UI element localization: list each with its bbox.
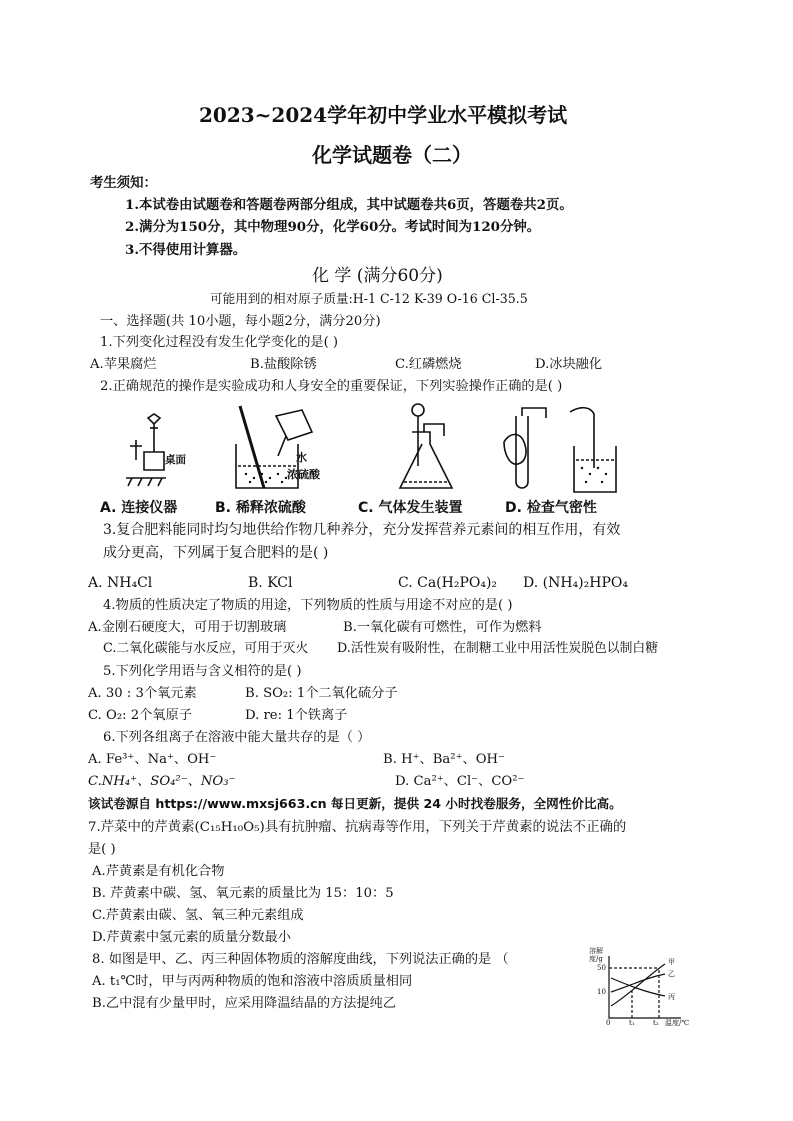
graph-xtick-t2: t₂ [653, 1019, 659, 1027]
apparatus-gas-generator-image [398, 402, 458, 498]
curve-label-bing: 丙 [668, 993, 675, 1001]
curve-label-jia: 甲 [668, 958, 675, 966]
q6-option-d: D. Ca²⁺、Cl⁻、CO²⁻ [395, 774, 525, 789]
source-notice: 该试卷源自 https://www.mxsj663.cn 每日更新，提供 24 小时找卷服务，全网性价比高。 [88, 796, 622, 811]
q3-stem-line1: 3.复合肥料能同时均匀地供给作物几种养分，充分发挥营养元素间的相互作用，有效 [103, 522, 621, 538]
label-desk: 桌面 [165, 454, 186, 466]
q2-option-d: D. 检查气密性 [505, 500, 597, 516]
q3-stem-line2: 成分更高，下列属于复合肥料的是( ) [103, 545, 329, 561]
chemistry-heading: 化 学 (满分60分) [312, 266, 443, 286]
page-title: 2023~2024学年初中学业水平模拟考试 [199, 103, 568, 127]
q7-option-a: A.芹黄素是有机化合物 [92, 864, 225, 879]
q6-stem: 6.下列各组离子在溶液中能大量共存的是（ ） [103, 730, 371, 745]
notice-item-1: 1.本试卷由试题卷和答题卷两部分组成，其中试题卷共6页，答题卷共2页。 [125, 197, 573, 213]
q3-option-a: A. NH₄Cl [88, 575, 153, 591]
q2-option-a: A. 连接仪器 [100, 500, 178, 516]
q4-option-b: B.一氧化碳有可燃性，可作为燃料 [343, 620, 542, 635]
q4-option-c: C.二氧化碳能与水反应，可用于灭火 [103, 641, 309, 656]
notice-heading: 考生须知： [90, 175, 157, 191]
page-subtitle: 化学试题卷（二） [312, 143, 472, 167]
q4-option-a: A.金刚石硬度大，可用于切割玻璃 [88, 620, 287, 635]
q2-option-b: B. 稀释浓硫酸 [215, 500, 306, 516]
apparatus-dilute-acid-image [230, 404, 330, 496]
q8-option-a: A. t₁℃时，甲与丙两种物质的饱和溶液中溶质质量相同 [92, 974, 413, 989]
graph-ytick-50: 50 [597, 964, 606, 972]
curve-label-yi: 乙 [668, 970, 675, 978]
solubility-graph [585, 948, 695, 1028]
q8-stem: 8. 如图是甲、乙、丙三种固体物质的溶解度曲线，下列说法正确的是 （ [92, 952, 509, 967]
notice-item-2: 2.满分为150分，其中物理90分，化学60分。考试时间为120分钟。 [125, 219, 541, 235]
q1-option-b: B.盐酸除锈 [250, 357, 317, 372]
q6-option-a: A. Fe³⁺、Na⁺、OH⁻ [88, 752, 217, 767]
graph-xtick-t1: t₁ [629, 1019, 635, 1027]
q3-option-b: B. KCl [248, 575, 293, 591]
graph-ylabel: 溶解度/g [589, 947, 603, 963]
q1-stem: 1.下列变化过程没有发生化学变化的是( ) [100, 335, 339, 350]
q6-option-c: C.NH₄⁺、SO₄²⁻、NO₃⁻ [88, 774, 236, 789]
q7-option-d: D.芹黄素中氢元素的质量分数最小 [92, 930, 291, 945]
q2-stem: 2.正确规范的操作是实验成功和人身安全的重要保证，下列实验操作正确的是( ) [100, 379, 563, 394]
q1-option-a: A.苹果腐烂 [90, 357, 157, 372]
q2-option-c: C. 气体发生装置 [358, 500, 463, 516]
q1-option-d: D.冰块融化 [535, 357, 603, 372]
q5-option-a: A. 30 : 3个氧元素 [88, 686, 197, 701]
q7-stem-line1: 7.芹菜中的芹黄素(C₁₅H₁₀O₅)具有抗肿瘤、抗病毒等作用，下列关于芹黄素的说法不正确的 [88, 820, 627, 835]
q4-option-d: D.活性炭有吸附性，在制糖工业中用活性炭脱色以制白糖 [337, 641, 658, 656]
section-1-heading: 一、选择题(共 10小题，每小题2分，满分20分) [100, 314, 381, 329]
q7-stem-line2: 是( ) [88, 842, 116, 857]
label-concentrated-acid: 浓硫酸 [287, 468, 320, 481]
q5-option-d: D. re: 1个铁离子 [245, 708, 348, 723]
graph-xtick-0: 0 [606, 1019, 611, 1027]
atomic-masses: 可能用到的相对原子质量:H-1 C-12 K-39 O-16 Cl-35.5 [210, 291, 528, 306]
graph-xlabel: 温度/℃ [665, 1019, 690, 1027]
notice-item-3: 3.不得使用计算器。 [125, 242, 247, 258]
q3-option-c: C. Ca(H₂PO₄)₂ [398, 575, 498, 591]
graph-ytick-10: 10 [597, 988, 606, 996]
q3-option-d: D. (NH₄)₂HPO₄ [523, 575, 628, 591]
apparatus-connect-image [122, 404, 202, 494]
q5-option-b: B. SO₂: 1个二氧化硫分子 [245, 686, 398, 701]
q4-stem: 4.物质的性质决定了物质的用途，下列物质的性质与用途不对应的是( ) [103, 598, 513, 613]
q7-option-b: B. 芹黄素中碳、氢、氧元素的质量比为 15：10：5 [92, 886, 394, 901]
q5-stem: 5.下列化学用语与含义相符的是( ) [103, 664, 302, 679]
q8-option-b: B.乙中混有少量甲时，应采用降温结晶的方法提纯乙 [92, 996, 397, 1011]
q6-option-b: B. H⁺、Ba²⁺、OH⁻ [383, 752, 505, 767]
q1-option-c: C.红磷燃烧 [395, 357, 462, 372]
label-water: 水 [296, 451, 307, 464]
q5-option-c: C. O₂: 2个氧原子 [88, 708, 192, 723]
apparatus-airtight-check-image [500, 402, 620, 498]
q7-option-c: C.芹黄素由碳、氢、氧三种元素组成 [92, 908, 304, 923]
